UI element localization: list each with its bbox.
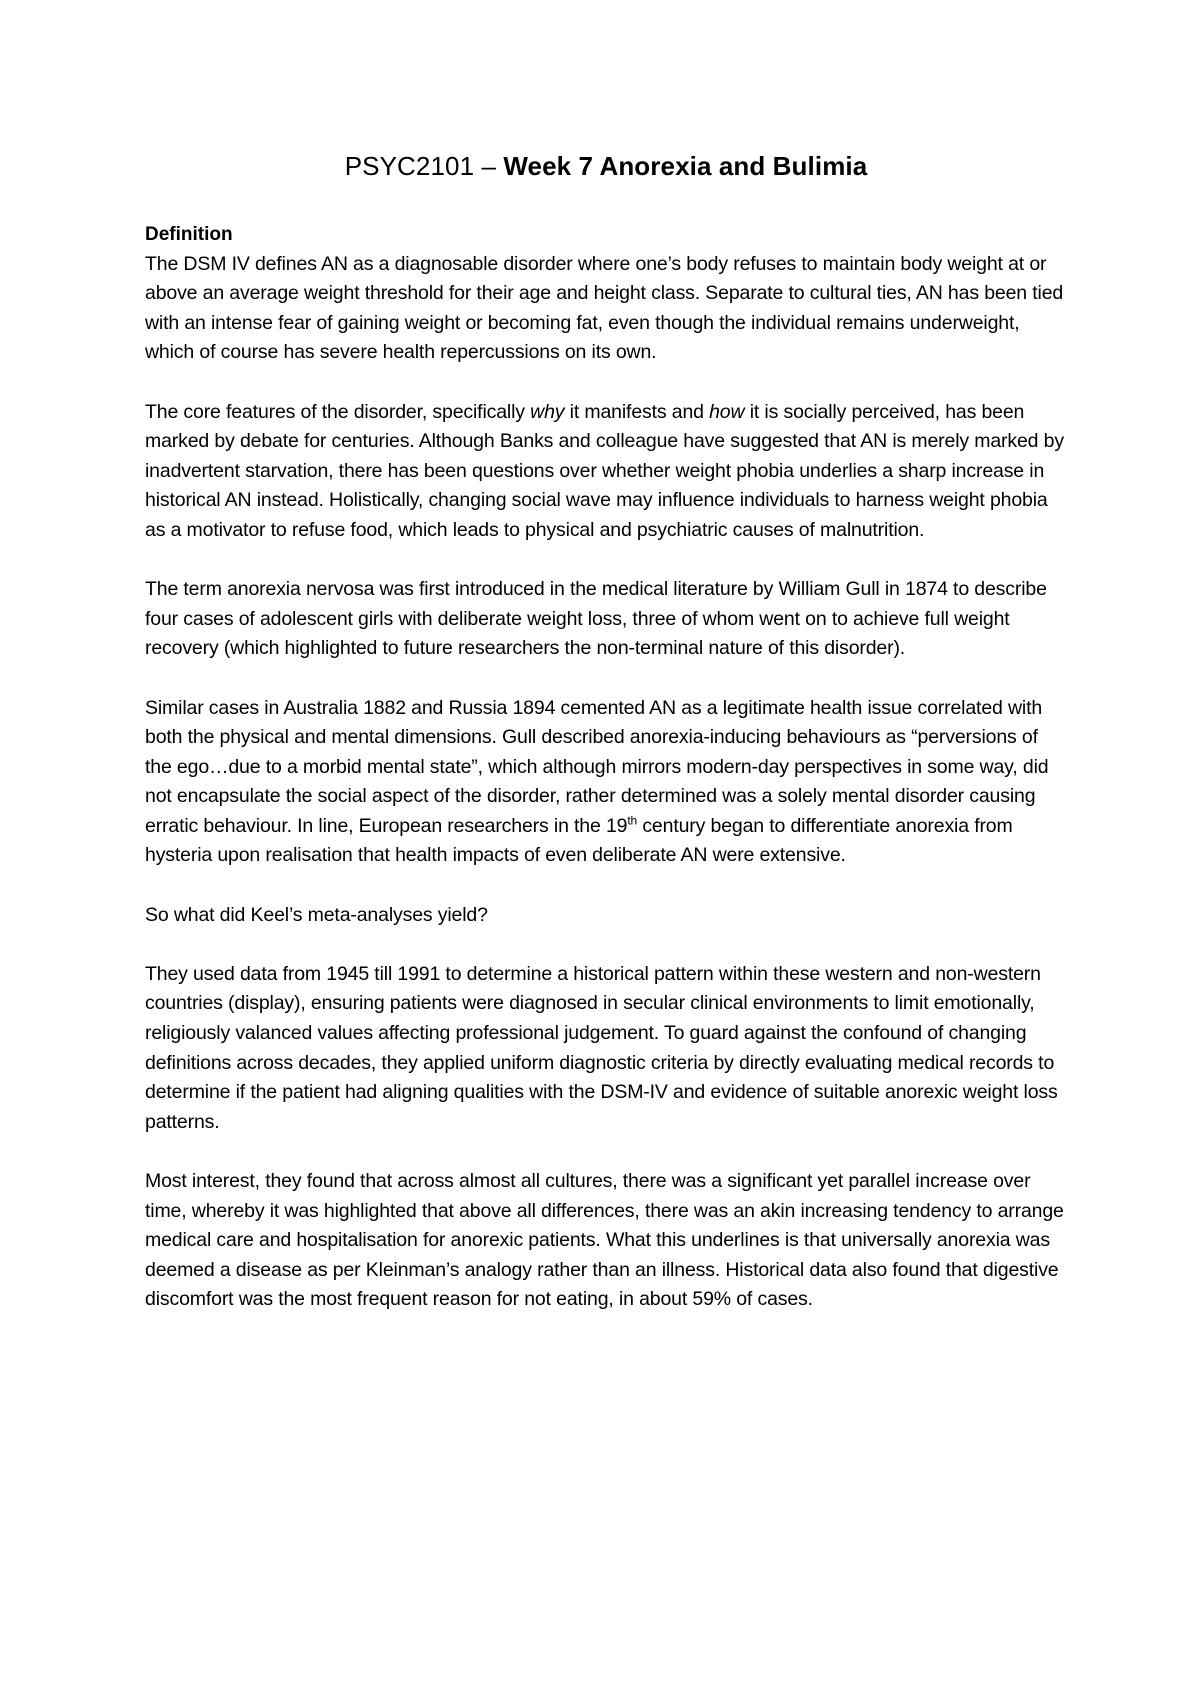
paragraph-similar-cases	[145, 694, 1067, 872]
paragraph-keel-findings: Most interest, they found that across almost all cultures, there was a significant yet parallel increase over time, whereby it was highlighted that above all differences, there was an akin increasing tendency to arrange medical care and hospitalisation for anorexic patients. What this underlines is that universally anorexia was deemed a disease as per Kleinman’s analogy rather than an illness. Historical data also found that digestive discomfort was the most frequent reason for not eating, in about 59% of cases.	[145, 1170, 1064, 1311]
p2-why: why	[530, 400, 565, 423]
paragraph-core-features	[145, 398, 1067, 546]
title-topic: Week 7 Anorexia and Bulimia	[503, 151, 868, 181]
p4-superscript: th	[627, 813, 638, 828]
p2-how: how	[709, 400, 745, 423]
document-body	[145, 146, 1067, 1345]
paragraph-keel-method: They used data from 1945 till 1991 to determine a historical pattern within these western and non-western countries (display), ensuring patients were diagnosed in secular clinical environments to limit emotionally, religiously valanced values affecting professional judgement. To guard against the confound of changing definitions across decades, they applied uniform diagnostic criteria by directly evaluating medical records to determine if the patient had aligning qualities with the DSM-IV and evidence of suitable anorexic weight loss patterns.	[145, 962, 1058, 1133]
paragraph-gull-1874: The term anorexia nervosa was first introduced in the medical literature by William Gull in 1874 to describe four cases of adolescent girls with deliberate weight loss, three of whom went on to achieve full weight recovery (which highlighted to future researchers the non-terminal nature of this disorder).	[145, 578, 1047, 660]
p4-text-b: century began to differentiate anorexia from hysteria upon realisation that health impacts of even deliberate AN were extensive.	[145, 814, 1013, 867]
p2-text-a: The core features of the disorder, specifically	[145, 400, 531, 423]
paragraph-definition: The DSM IV defines AN as a diagnosable disorder where one’s body refuses to maintain body weight at or above an average weight threshold for their age and height class. Separate to cultural ties, AN has been tied with an intense fear of gaining weight or becoming fat, even though the individual remains underweight, which of course has severe health repercussions on its own.	[145, 252, 1064, 364]
title-course-code: PSYC2101 –	[344, 151, 504, 181]
document-title	[145, 146, 1067, 186]
paragraph-keel-question: So what did Keel’s meta-analyses yield?	[145, 903, 488, 926]
p2-text-b: it manifests and	[564, 400, 710, 423]
p4-text-a: Similar cases in Australia 1882 and Russia 1894 cemented AN as a legitimate health issue correlated with both the physical and mental dimensions. Gull described anorexia-inducing behaviours as “perversions of the ego…due to a morbid mental state”, which although mirrors modern-day perspectives in some way, did not encapsulate the social aspect of the disorder, rather determined was a solely mental disorder causing erratic behaviour. In line, European researchers in the 19	[145, 696, 1049, 837]
p2-text-c: it is socially perceived, has been marked by debate for centuries. Although Banks and colleague have suggested that AN is merely marked by inadvertent starvation, there has been questions over whether weight phobia underlies a sharp increase in historical AN instead. Holistically, changing social wave may influence individuals to harness weight phobia as a motivator to refuse food, which leads to physical and psychiatric causes of malnutrition.	[145, 400, 1064, 541]
definition-heading: Definition	[145, 224, 233, 245]
